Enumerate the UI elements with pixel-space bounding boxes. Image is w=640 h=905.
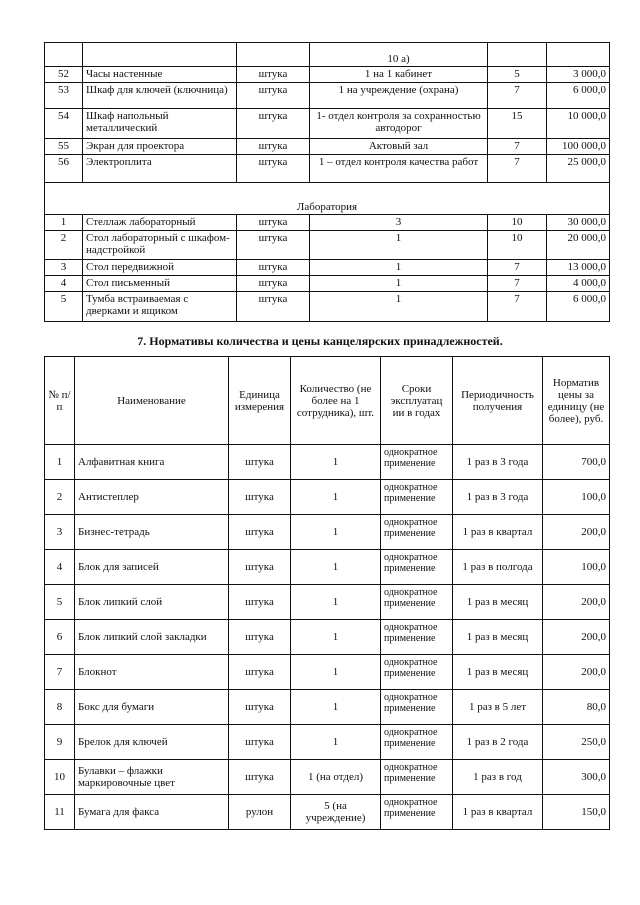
table-row <box>45 83 610 109</box>
item-unit: штука <box>237 67 310 83</box>
item-name: Булавки – флажки маркировочные цвет <box>75 760 229 795</box>
table-row <box>45 139 610 155</box>
item-life: однократное применение <box>381 550 453 585</box>
item-qty: 1 <box>291 620 381 655</box>
section-heading: 7. Нормативы количества и цены канцелярских принадлежностей. <box>137 334 503 348</box>
stationery-table <box>44 356 610 830</box>
item-name: Брелок для ключей <box>75 725 229 760</box>
item-unit: штука <box>229 445 291 480</box>
col-name: Наименование <box>75 357 229 445</box>
item-qty: 1- отдел контроля за сохранностью автодорог <box>310 109 488 139</box>
row-number: 8 <box>45 690 75 725</box>
row-number: 6 <box>45 620 75 655</box>
item-qty: 1 <box>310 231 488 260</box>
item-qty: 3 <box>310 215 488 231</box>
item-qty: 1 <box>291 690 381 725</box>
item-period: 1 раз в месяц <box>453 585 543 620</box>
item-unit: штука <box>229 725 291 760</box>
row-number: 55 <box>45 139 83 155</box>
item-unit: штука <box>229 550 291 585</box>
item-name: Блок липкий слой закладки <box>75 620 229 655</box>
item-unit: штука <box>237 155 310 183</box>
table-row <box>45 109 610 139</box>
table-row <box>45 795 610 830</box>
item-qty: 1 – отдел контроля качества работ <box>310 155 488 183</box>
item-life: однократное применение <box>381 690 453 725</box>
item-price: 4 000,0 <box>547 276 610 292</box>
equipment-rows <box>45 67 610 183</box>
row-number: 54 <box>45 109 83 139</box>
row-number: 10 <box>45 760 75 795</box>
item-price: 6 000,0 <box>547 83 610 109</box>
item-life: однократное применение <box>381 725 453 760</box>
item-name: Электроплита <box>83 155 237 183</box>
lab-rows <box>45 215 610 322</box>
item-name: Блокнот <box>75 655 229 690</box>
col-life: Сроки эксплуатац ии в годах <box>381 357 453 445</box>
item-life: однократное применение <box>381 655 453 690</box>
row-number: 7 <box>45 655 75 690</box>
equipment-table <box>44 42 610 322</box>
item-unit: рулон <box>229 795 291 830</box>
item-period: 1 раз в квартал <box>453 515 543 550</box>
item-price: 700,0 <box>543 445 610 480</box>
row-number: 2 <box>45 231 83 260</box>
item-unit: штука <box>237 109 310 139</box>
table-row <box>45 43 610 67</box>
table-row <box>45 655 610 690</box>
row-number: 4 <box>45 550 75 585</box>
item-name: Шкаф для ключей (ключница) <box>83 83 237 109</box>
item-price: 200,0 <box>543 620 610 655</box>
item-unit: штука <box>229 690 291 725</box>
item-unit: штука <box>237 292 310 322</box>
item-name: Бокс для бумаги <box>75 690 229 725</box>
continuation-cell: 10 а) <box>310 43 488 67</box>
item-name: Часы настенные <box>83 67 237 83</box>
item-name: Экран для проектора <box>83 139 237 155</box>
item-name: Стеллаж лабораторный <box>83 215 237 231</box>
row-number: 3 <box>45 515 75 550</box>
col-unit: Единица измерения <box>229 357 291 445</box>
table-row <box>45 515 610 550</box>
item-price: 13 000,0 <box>547 260 610 276</box>
item-price: 3 000,0 <box>547 67 610 83</box>
item-price: 250,0 <box>543 725 610 760</box>
table-row <box>45 585 610 620</box>
item-price: 20 000,0 <box>547 231 610 260</box>
item-price: 150,0 <box>543 795 610 830</box>
item-qty: 1 <box>310 292 488 322</box>
item-years: 7 <box>488 292 547 322</box>
item-name: Блок для записей <box>75 550 229 585</box>
row-number: 5 <box>45 292 83 322</box>
table-row <box>45 690 610 725</box>
item-years: 7 <box>488 260 547 276</box>
row-number: 56 <box>45 155 83 183</box>
item-qty: 1 <box>291 480 381 515</box>
row-number: 3 <box>45 260 83 276</box>
item-price: 10 000,0 <box>547 109 610 139</box>
item-qty: 1 <box>291 515 381 550</box>
item-unit: штука <box>229 585 291 620</box>
item-unit: штука <box>229 760 291 795</box>
item-years: 7 <box>488 83 547 109</box>
item-period: 1 раз в 5 лет <box>453 690 543 725</box>
item-name: Тумба встраиваемая с дверками и ящиком <box>83 292 237 322</box>
item-years: 7 <box>488 276 547 292</box>
row-number: 9 <box>45 725 75 760</box>
table-row <box>45 445 610 480</box>
item-qty: 1 <box>291 585 381 620</box>
table-row <box>45 215 610 231</box>
item-name: Блок липкий слой <box>75 585 229 620</box>
item-name: Алфавитная книга <box>75 445 229 480</box>
item-price: 100,0 <box>543 550 610 585</box>
item-price: 200,0 <box>543 585 610 620</box>
table-row <box>45 620 610 655</box>
item-name: Бизнес-тетрадь <box>75 515 229 550</box>
table-row <box>45 231 610 260</box>
table-row <box>45 760 610 795</box>
item-period: 1 раз в 3 года <box>453 480 543 515</box>
item-qty: Актовый зал <box>310 139 488 155</box>
item-price: 100,0 <box>543 480 610 515</box>
table-row <box>45 725 610 760</box>
item-life: однократное применение <box>381 620 453 655</box>
row-number: 1 <box>45 445 75 480</box>
item-name: Антистеплер <box>75 480 229 515</box>
item-price: 80,0 <box>543 690 610 725</box>
item-period: 1 раз в квартал <box>453 795 543 830</box>
table-row <box>45 276 610 292</box>
item-years: 7 <box>488 155 547 183</box>
item-years: 10 <box>488 215 547 231</box>
table-row <box>45 292 610 322</box>
item-name: Шкаф напольный металлический <box>83 109 237 139</box>
table-row <box>45 155 610 183</box>
item-name: Бумага для факса <box>75 795 229 830</box>
row-number: 4 <box>45 276 83 292</box>
item-years: 5 <box>488 67 547 83</box>
item-life: однократное применение <box>381 515 453 550</box>
table-row <box>45 480 610 515</box>
item-qty: 1 <box>291 655 381 690</box>
item-qty: 1 <box>291 725 381 760</box>
row-number: 1 <box>45 215 83 231</box>
item-period: 1 раз в месяц <box>453 620 543 655</box>
section-row <box>45 183 610 215</box>
item-unit: штука <box>229 655 291 690</box>
item-life: однократное применение <box>381 445 453 480</box>
table-row <box>45 67 610 83</box>
item-price: 100 000,0 <box>547 139 610 155</box>
item-price: 25 000,0 <box>547 155 610 183</box>
col-number: № п/п <box>45 357 75 445</box>
table-row <box>45 260 610 276</box>
item-period: 1 раз в 2 года <box>453 725 543 760</box>
item-name: Стол письменный <box>83 276 237 292</box>
item-period: 1 раз в полгода <box>453 550 543 585</box>
header-row <box>45 357 610 445</box>
item-qty: 1 <box>310 276 488 292</box>
item-unit: штука <box>237 215 310 231</box>
item-name: Стол лабораторный с шкафом-надстройкой <box>83 231 237 260</box>
item-period: 1 раз в месяц <box>453 655 543 690</box>
col-price: Норматив цены за единицу (не более), руб. <box>543 357 610 445</box>
item-unit: штука <box>229 515 291 550</box>
item-years: 15 <box>488 109 547 139</box>
item-price: 200,0 <box>543 515 610 550</box>
stationery-rows <box>45 445 610 830</box>
col-qty: Количество (не более на 1 сотрудника), шт. <box>291 357 381 445</box>
item-qty: 1 на учреждение (охрана) <box>310 83 488 109</box>
item-unit: штука <box>229 620 291 655</box>
item-price: 200,0 <box>543 655 610 690</box>
item-name: Стол передвижной <box>83 260 237 276</box>
item-unit: штука <box>237 231 310 260</box>
item-price: 30 000,0 <box>547 215 610 231</box>
item-qty: 1 <box>291 550 381 585</box>
item-unit: штука <box>237 276 310 292</box>
table-row <box>45 550 610 585</box>
item-life: однократное применение <box>381 480 453 515</box>
row-number: 11 <box>45 795 75 830</box>
item-period: 1 раз в 3 года <box>453 445 543 480</box>
item-years: 7 <box>488 139 547 155</box>
item-unit: штука <box>237 139 310 155</box>
row-number: 52 <box>45 67 83 83</box>
row-number: 53 <box>45 83 83 109</box>
item-life: однократное применение <box>381 795 453 830</box>
item-period: 1 раз в год <box>453 760 543 795</box>
section-title: Лаборатория <box>45 183 610 215</box>
row-number: 2 <box>45 480 75 515</box>
item-life: однократное применение <box>381 585 453 620</box>
item-unit: штука <box>237 260 310 276</box>
item-qty: 1 <box>310 260 488 276</box>
item-qty: 1 на 1 кабинет <box>310 67 488 83</box>
item-qty: 1 (на отдел) <box>291 760 381 795</box>
item-unit: штука <box>237 83 310 109</box>
item-qty: 5 (на учреждение) <box>291 795 381 830</box>
item-years: 10 <box>488 231 547 260</box>
item-unit: штука <box>229 480 291 515</box>
item-price: 300,0 <box>543 760 610 795</box>
item-price: 6 000,0 <box>547 292 610 322</box>
item-life: однократное применение <box>381 760 453 795</box>
col-period: Периодичность получения <box>453 357 543 445</box>
row-number: 5 <box>45 585 75 620</box>
item-qty: 1 <box>291 445 381 480</box>
